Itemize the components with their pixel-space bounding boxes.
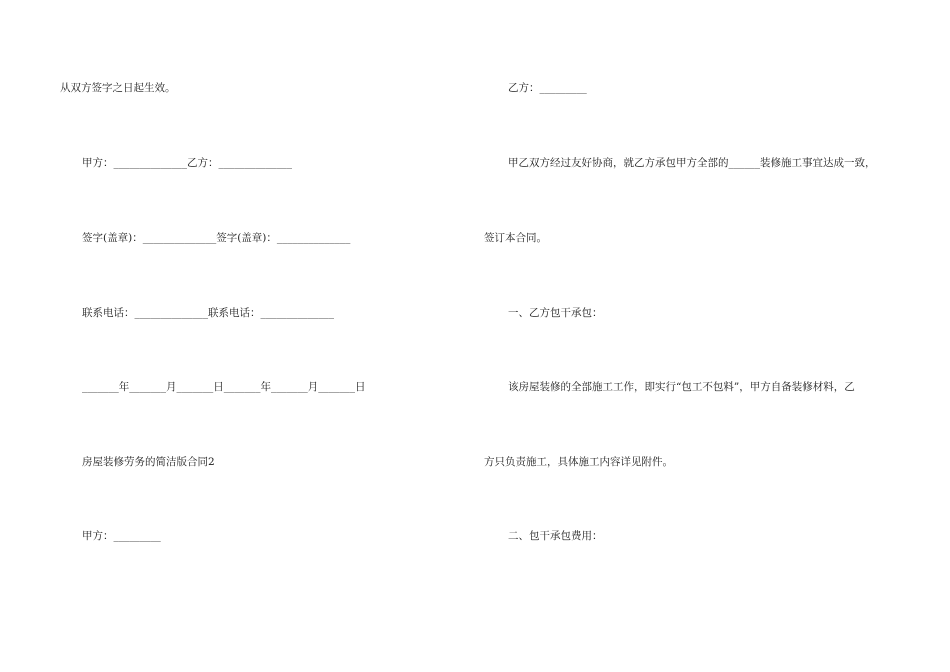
party-b-line: 乙方：_________ [508, 82, 587, 94]
seal-signature-line: 签字(盖章)：______________签字(盖章)：______________ [82, 232, 351, 244]
section-heading-2: 二、包干承包费用： [508, 530, 603, 542]
contract-title: 房屋装修劳务的简洁版合同2 [82, 456, 215, 468]
agreement-paragraph-line-2: 签订本合同。 [484, 232, 547, 244]
effective-clause-text: 从双方签字之日起生效。 [60, 82, 176, 94]
contact-phone-line: 联系电话：______________联系电话：______________ [82, 307, 334, 319]
date-line: _______年_______月_______日_______年_______月_______日 [82, 381, 366, 393]
section-1-paragraph-line-2: 方只负责施工，具体施工内容详见附件。 [484, 456, 673, 468]
party-a-b-signature-line: 甲方：______________乙方：______________ [82, 157, 292, 169]
section-heading-1: 一、乙方包干承包： [508, 307, 603, 319]
agreement-paragraph-line-1: 甲乙双方经过友好协商，就乙方承包甲方全部的______装修施工事宜达成一致， [508, 157, 876, 169]
party-a-line: 甲方：_________ [82, 530, 161, 542]
section-1-paragraph-line-1: 该房屋装修的全部施工工作，即实行“包工不包料”，甲方自备装修材料，乙 [508, 381, 855, 393]
